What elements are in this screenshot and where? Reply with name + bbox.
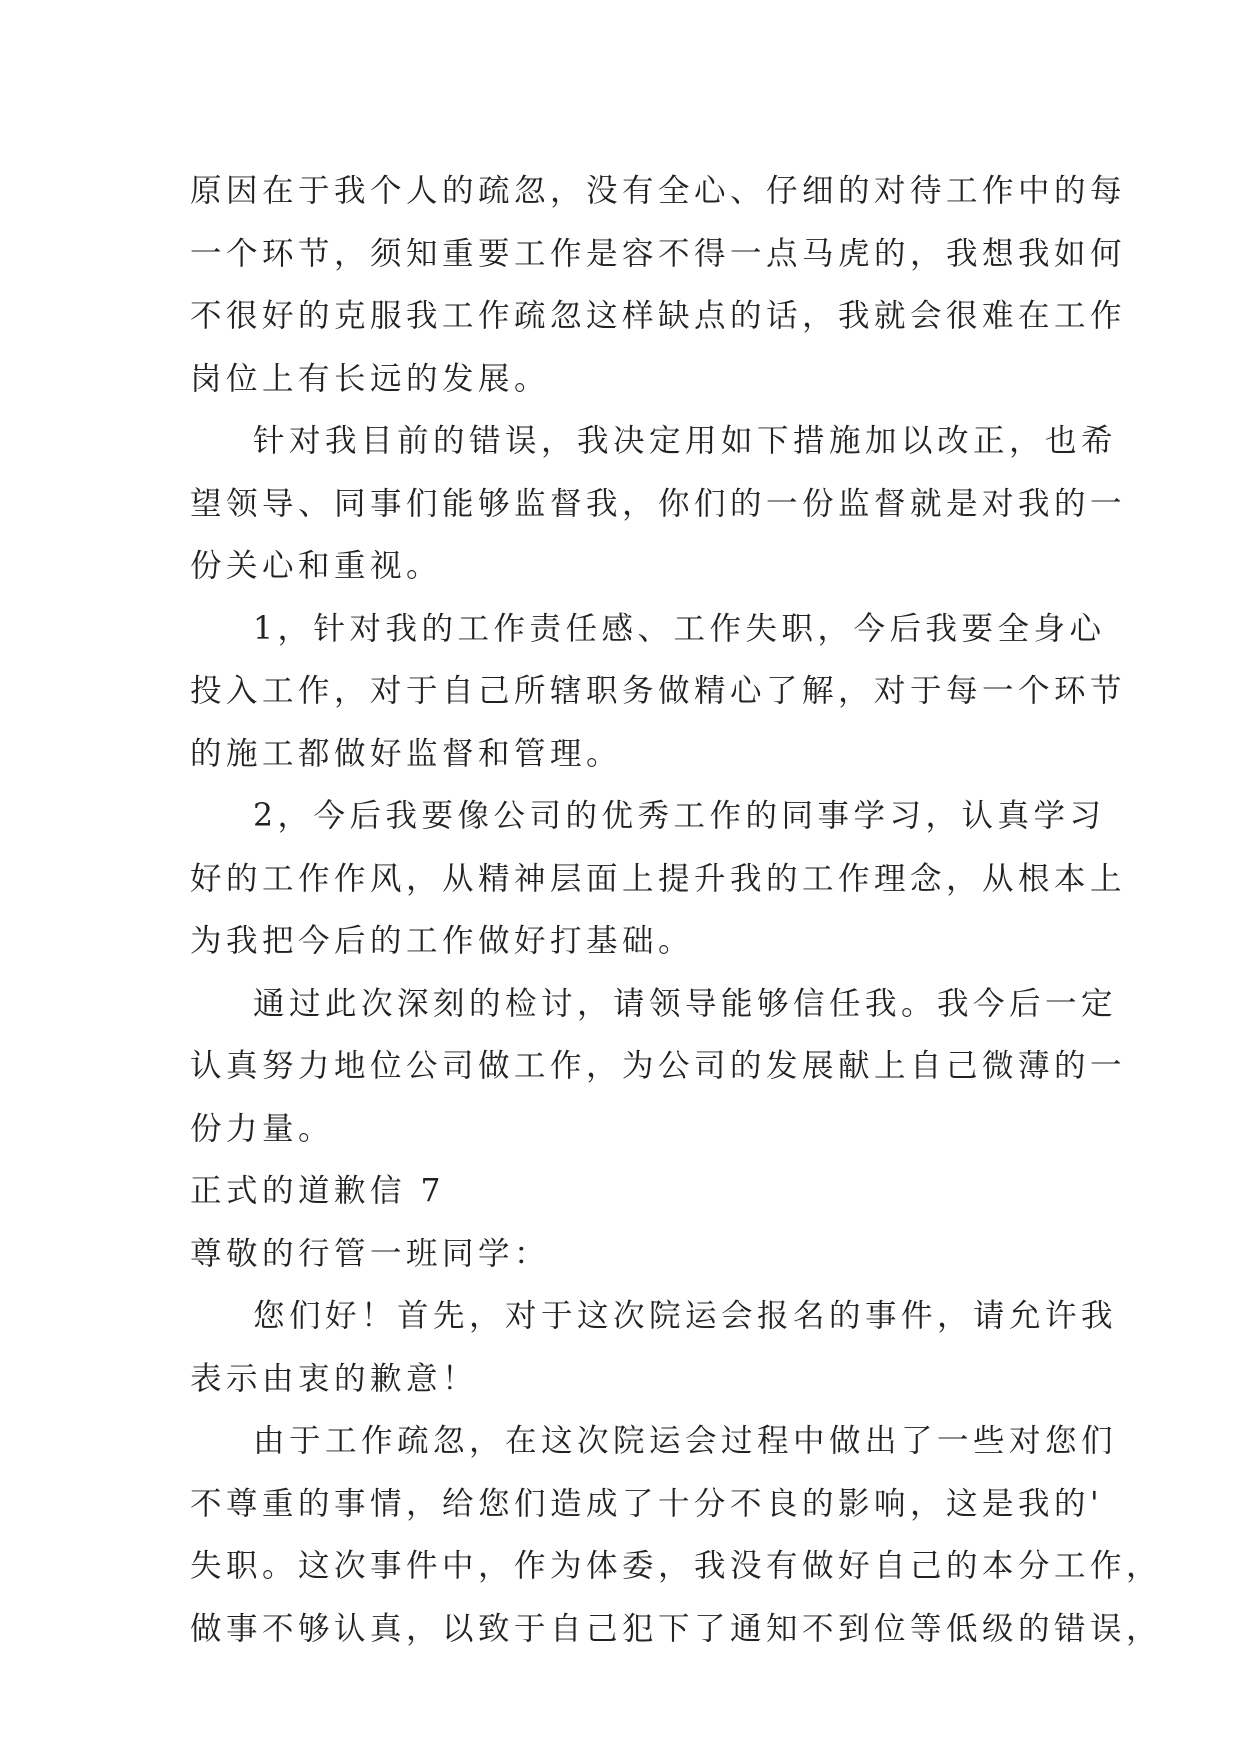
text-line: 做事不够认真，以致于自己犯下了通知不到位等低级的错误，: [190, 1610, 1163, 1647]
text-line: 原因在于我个人的疏忽，没有全心、仔细的对待工作中的每: [190, 173, 1127, 209]
text-line: 由于工作疏忽，在这次院运会过程中做出了一些对您们: [253, 1423, 1118, 1459]
text-line: 失职。这次事件中，作为体委，我没有做好自己的本分工作，: [190, 1548, 1163, 1584]
text-line: 通过此次深刻的检讨，请领导能够信任我。我今后一定: [253, 985, 1118, 1022]
text-line: 为我把今后的工作做好打基础。: [190, 923, 695, 959]
text-line: 份关心和重视。: [190, 548, 443, 584]
text-line: 份力量。: [190, 1110, 335, 1147]
document-body: [190, 160, 1163, 1660]
text-line: 2，今后我要像公司的优秀工作的同事学习，认真学习: [253, 798, 1106, 834]
text-line: 望领导、同事们能够监督我，你们的一份监督就是对我的一: [190, 485, 1127, 522]
salutation: 尊敬的行管一班同学：: [190, 1235, 551, 1272]
text-line: 表示由衷的歉意！: [190, 1360, 479, 1397]
text-line: 不尊重的事情，给您们造成了十分不良的影响，这是我的': [190, 1485, 1104, 1522]
text-line: 一个环节，须知重要工作是容不得一点马虎的，我想我如何: [190, 235, 1127, 272]
text-line: 的施工都做好监督和管理。: [190, 735, 623, 772]
text-line: 1，针对我的工作责任感、工作失职，今后我要全身心: [253, 610, 1106, 647]
text-line: 好的工作作风，从精神层面上提升我的工作理念，从根本上: [190, 860, 1127, 897]
text-line: 针对我目前的错误，我决定用如下措施加以改正，也希: [253, 423, 1118, 459]
text-line: 认真努力地位公司做工作，为公司的发展献上自己微薄的一: [190, 1048, 1127, 1084]
text-line: 投入工作，对于自己所辖职务做精心了解，对于每一个环节: [190, 673, 1127, 709]
section-heading: 正式的道歉信 7: [190, 1173, 446, 1209]
text-line: 不很好的克服我工作疏忽这样缺点的话，我就会很难在工作: [190, 298, 1127, 334]
text-line: 您们好！首先，对于这次院运会报名的事件，请允许我: [253, 1298, 1118, 1334]
text-line: 岗位上有长远的发展。: [190, 360, 551, 397]
